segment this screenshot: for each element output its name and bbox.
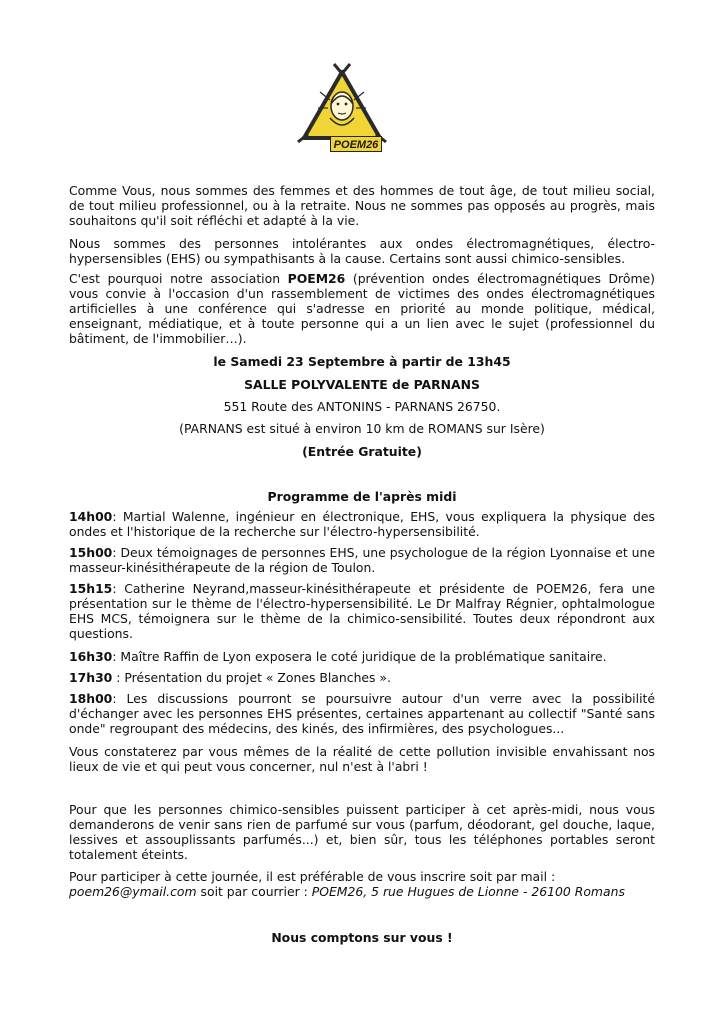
contact-email[interactable]: poem26@ymail.com	[69, 884, 197, 899]
intro-paragraph-2: Nous sommes des personnes intolérantes aux ondes électromagnétiques, électro-hypersensibles (EHS) ou sympathisants à la cause. Certains sont aussi chimico-sensibles.	[69, 236, 655, 266]
event-location-note: (PARNANS est situé à environ 10 km de ROMANS sur Isère)	[179, 421, 545, 436]
program-time: 18h00	[69, 691, 113, 706]
program-time: 14h00	[69, 509, 113, 524]
registration-intro: Pour participer à cette journée, il est préférable de vous inscrire soit par mail :	[69, 869, 556, 884]
program-item	[69, 509, 655, 539]
postal-address: POEM26, 5 rue Hugues de Lionne - 26100 Romans	[311, 884, 625, 899]
perfume-notice: Pour que les personnes chimico-sensibles puissent participer à cet après-midi, nous vous demanderons de venir sans rien de parfumé sur vous (parfum, déodorant, gel douche, laque, lessives et assouplissants parfumés...) et, bien sûr, tous les téléphones portables seront totalement éteints.	[69, 802, 655, 862]
logo-label: POEM26	[330, 136, 382, 152]
program-item	[69, 545, 655, 575]
registration-middle: soit par courrier :	[196, 884, 312, 899]
program-time: 17h30	[69, 670, 113, 685]
program-item	[69, 581, 655, 641]
program-time: 16h30	[69, 649, 113, 664]
program-description: : Martial Walenne, ingénieur en électronique, EHS, vous expliquera la physique des ondes et l'historique de la recherche sur l'électro-hypersensibilité.	[69, 509, 655, 539]
registration-paragraph	[69, 869, 625, 899]
closing-line: Nous comptons sur vous !	[271, 930, 453, 945]
invite-text-after: (prévention ondes électromagnétiques Drôme) vous convie à l'occasion d'un rassemblement de victimes des ondes électromagnétiques artificielles à une conférence qui s'adresse en priorité au monde politique, médical, enseignant, médiatique, et à toute personne qui a un lien avec le sujet (professionnel du bâtiment, de l'immobilier…).	[69, 271, 655, 346]
conclusion-paragraph: Vous constaterez par vous mêmes de la réalité de cette pollution invisible envahissant nos lieux de vie et qui peut vous concerner, nul n'est à l'abri !	[69, 744, 655, 774]
program-description: : Catherine Neyrand,masseur-kinésithérapeute et présidente de POEM26, fera une présentation sur le thème de l'électro-hypersensibilité. Le Dr Malfray Régnier, ophtalmologue EHS MCS, témoignera sur le thème de la chimico-sensibilité. Toutes deux répondront aux questions.	[69, 581, 655, 641]
program-description: : Les discussions pourront se poursuivre autour d'un verre avec la possibilité d'échanger avec les personnes EHS présentes, certaines appartenant au collectif "Santé sans onde" regroupant des médecins, des kinés, des infirmières, des psychologues...	[69, 691, 655, 736]
program-title: Programme de l'après midi	[267, 489, 457, 504]
program-item	[69, 649, 655, 664]
program-description: : Maître Raffin de Lyon exposera le coté juridique de la problématique sanitaire.	[112, 649, 607, 664]
event-venue: SALLE POLYVALENTE de PARNANS	[244, 377, 480, 392]
event-entry-fee: (Entrée Gratuite)	[302, 444, 422, 459]
program-item	[69, 670, 655, 685]
event-date: le Samedi 23 Septembre à partir de 13h45	[213, 354, 511, 369]
program-description: : Présentation du projet « Zones Blanches ».	[112, 670, 391, 685]
invite-paragraph	[69, 271, 655, 346]
association-name: POEM26	[287, 271, 346, 286]
event-address: 551 Route des ANTONINS - PARNANS 26750.	[223, 399, 501, 414]
invite-text-before: C'est pourquoi notre association	[69, 271, 288, 286]
program-description: : Deux témoignages de personnes EHS, une psychologue de la région Lyonnaise et une masseur-kinésithérapeute de la région de Toulon.	[69, 545, 655, 575]
program-item	[69, 691, 655, 736]
program-time: 15h15	[69, 581, 113, 596]
program-time: 15h00	[69, 545, 113, 560]
intro-paragraph-1: Comme Vous, nous sommes des femmes et des hommes de tout âge, de tout milieu social, de tout milieu professionnel, ou à la retraite. Nous ne sommes pas opposés au progrès, mais souhaitons qu'il soit réfléchi et adapté à la vie.	[69, 183, 655, 228]
